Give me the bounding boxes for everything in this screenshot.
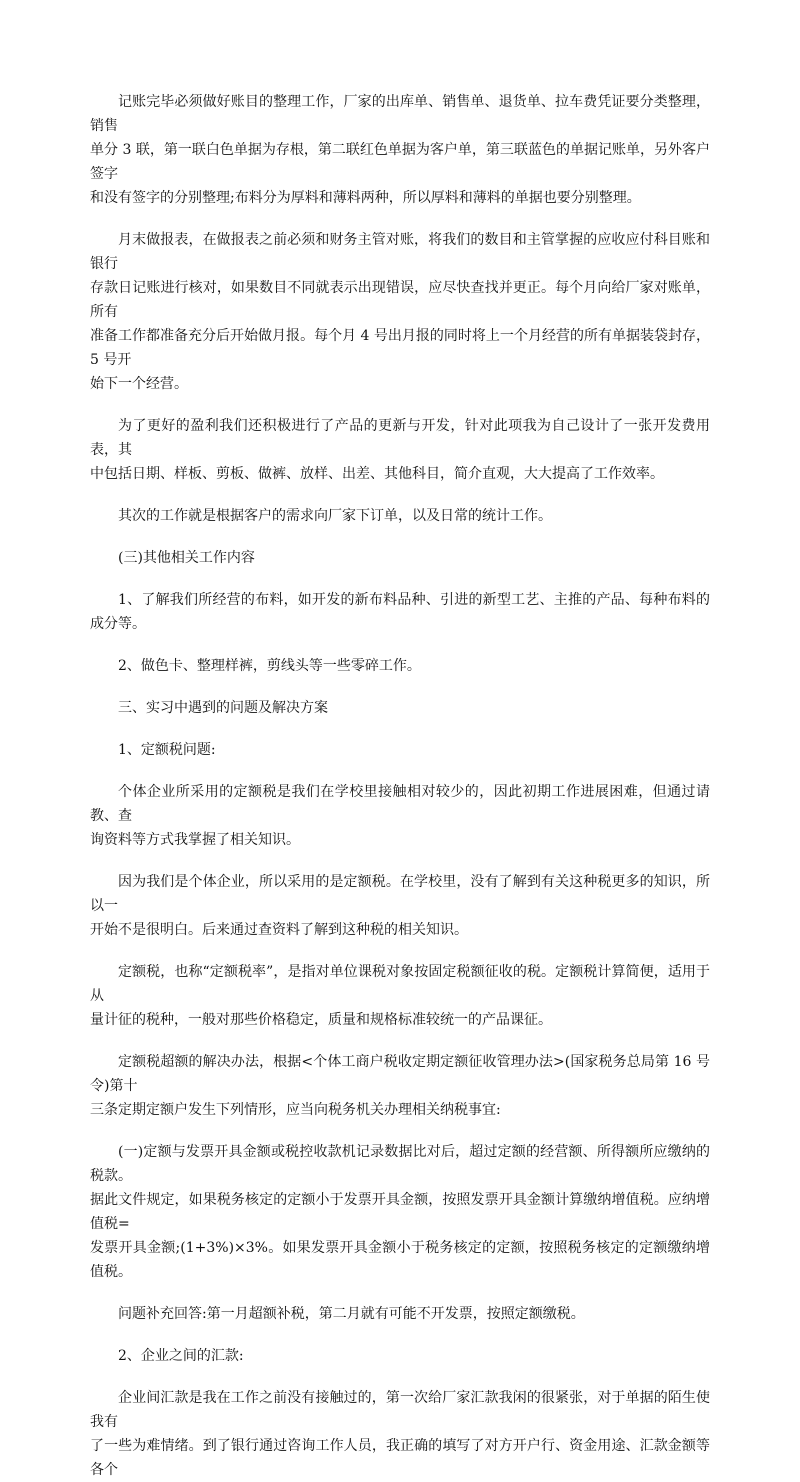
text-line: 定额税超额的解决办法，根据<个体工商户税收定期定额征收管理办法>(国家税务总局第 16 号令)第十 [90,1054,710,1094]
text-line: 为了更好的盈利我们还积极进行了产品的更新与开发，针对此项我为自己设计了一张开发费用表，其 [90,418,710,458]
text-line: 单分 3 联，第一联白色单据为存根，第二联红色单据为客户单，第三联蓝色的单据记账单，另外客户签字 [90,142,710,182]
document-body [90,90,710,1482]
text-line: 了一些为难情绪。到了银行通过咨询工作人员，我正确的填写了对方开户行、资金用途、汇款金额等各个 [90,1438,710,1478]
text-line: 记账完毕必须做好账目的整理工作，厂家的出库单、销售单、退货单、拉车费凭证要分类整理，销售 [90,94,710,134]
text-line: (一)定额与发票开具金额或税控收款机记录数据比对后，超过定额的经营额、所得额所应缴纳的税款。 [90,1144,710,1184]
paragraph [90,546,710,570]
text-line: 存款日记账进行核对，如果数目不同就表示出现错误，应尽快查找并更正。每个月向给厂家对账单，所有 [90,280,710,320]
paragraph [90,1302,710,1326]
paragraph [90,228,710,396]
text-line: 问题补充回答:第一月超额补税，第二月就有可能不开发票，按照定额缴税。 [118,1306,585,1322]
text-line: 定额税，也称“定额税率”，是指对单位课税对象按固定税额征收的税。定额税计算简便，适用于从 [90,964,710,1004]
text-line: 中包括日期、样板、剪板、做裤、放样、出差、其他科目，简介直观，大大提高了工作效率。 [90,466,664,482]
text-line: 个体企业所采用的定额税是我们在学校里接触相对较少的，因此初期工作进展困难，但通过请教、查 [90,784,710,824]
text-line: 量计征的税种，一般对那些价格稳定，质量和规格标准较统一的产品课征。 [90,1012,552,1028]
text-line: 开始不是很明白。后来通过查资料了解到这种税的相关知识。 [90,922,468,938]
paragraph [90,1344,710,1368]
text-line: 月末做报表，在做报表之前必须和财务主管对账，将我们的数目和主管掌握的应收应付科目账和银行 [90,232,710,272]
text-line: 其次的工作就是根据客户的需求向厂家下订单，以及日常的统计工作。 [118,508,552,524]
paragraph [90,1050,710,1122]
paragraph [90,960,710,1032]
text-line: 2、企业之间的汇款: [118,1348,244,1364]
text-line: 三、实习中遇到的问题及解决方案 [118,700,328,716]
text-line: 因为我们是个体企业，所以采用的是定额税。在学校里，没有了解到有关这种税更多的知识，所以一 [90,874,710,914]
paragraph [90,588,710,636]
text-line: 准备工作都准备充分后开始做月报。每个月 4 号出月报的同时将上一个月经营的所有单据装袋封存，5 号开 [90,328,710,368]
paragraph [90,780,710,852]
text-line: 据此文件规定，如果税务核定的定额小于发票开具金额，按照发票开具金额计算缴纳增值税。应纳增值税= [90,1192,710,1232]
text-line: 始下一个经营。 [90,376,188,392]
text-line: 2、做色卡、整理样裤，剪线头等一些零碎工作。 [118,658,421,674]
text-line: 和没有签字的分别整理;布料分为厚料和薄料两种，所以厚料和薄料的单据也要分别整理。 [90,190,641,206]
paragraph [90,414,710,486]
paragraph [90,870,710,942]
paragraph [90,1140,710,1284]
paragraph [90,738,710,762]
text-line: 发票开具金额;(1+3%)×3%。如果发票开具金额小于税务核定的定额，按照税务核定的定额缴纳增值税。 [90,1240,710,1280]
text-line: 1、了解我们所经营的布料，如开发的新布料品种、引进的新型工艺、主推的产品、每种布料的成分等。 [90,592,710,632]
text-line: 1、定额税问题: [118,742,216,758]
text-line: 询资料等方式我掌握了相关知识。 [90,832,300,848]
paragraph [90,1386,710,1482]
text-line: 企业间汇款是我在工作之前没有接触过的，第一次给厂家汇款我闲的很紧张，对于单据的陌生使我有 [90,1390,710,1430]
text-line: 三条定期定额户发生下列情形，应当向税务机关办理相关纳税事宜: [90,1102,501,1118]
paragraph [90,696,710,720]
text-line: (三)其他相关工作内容 [118,550,255,566]
paragraph [90,504,710,528]
paragraph [90,654,710,678]
paragraph [90,90,710,210]
